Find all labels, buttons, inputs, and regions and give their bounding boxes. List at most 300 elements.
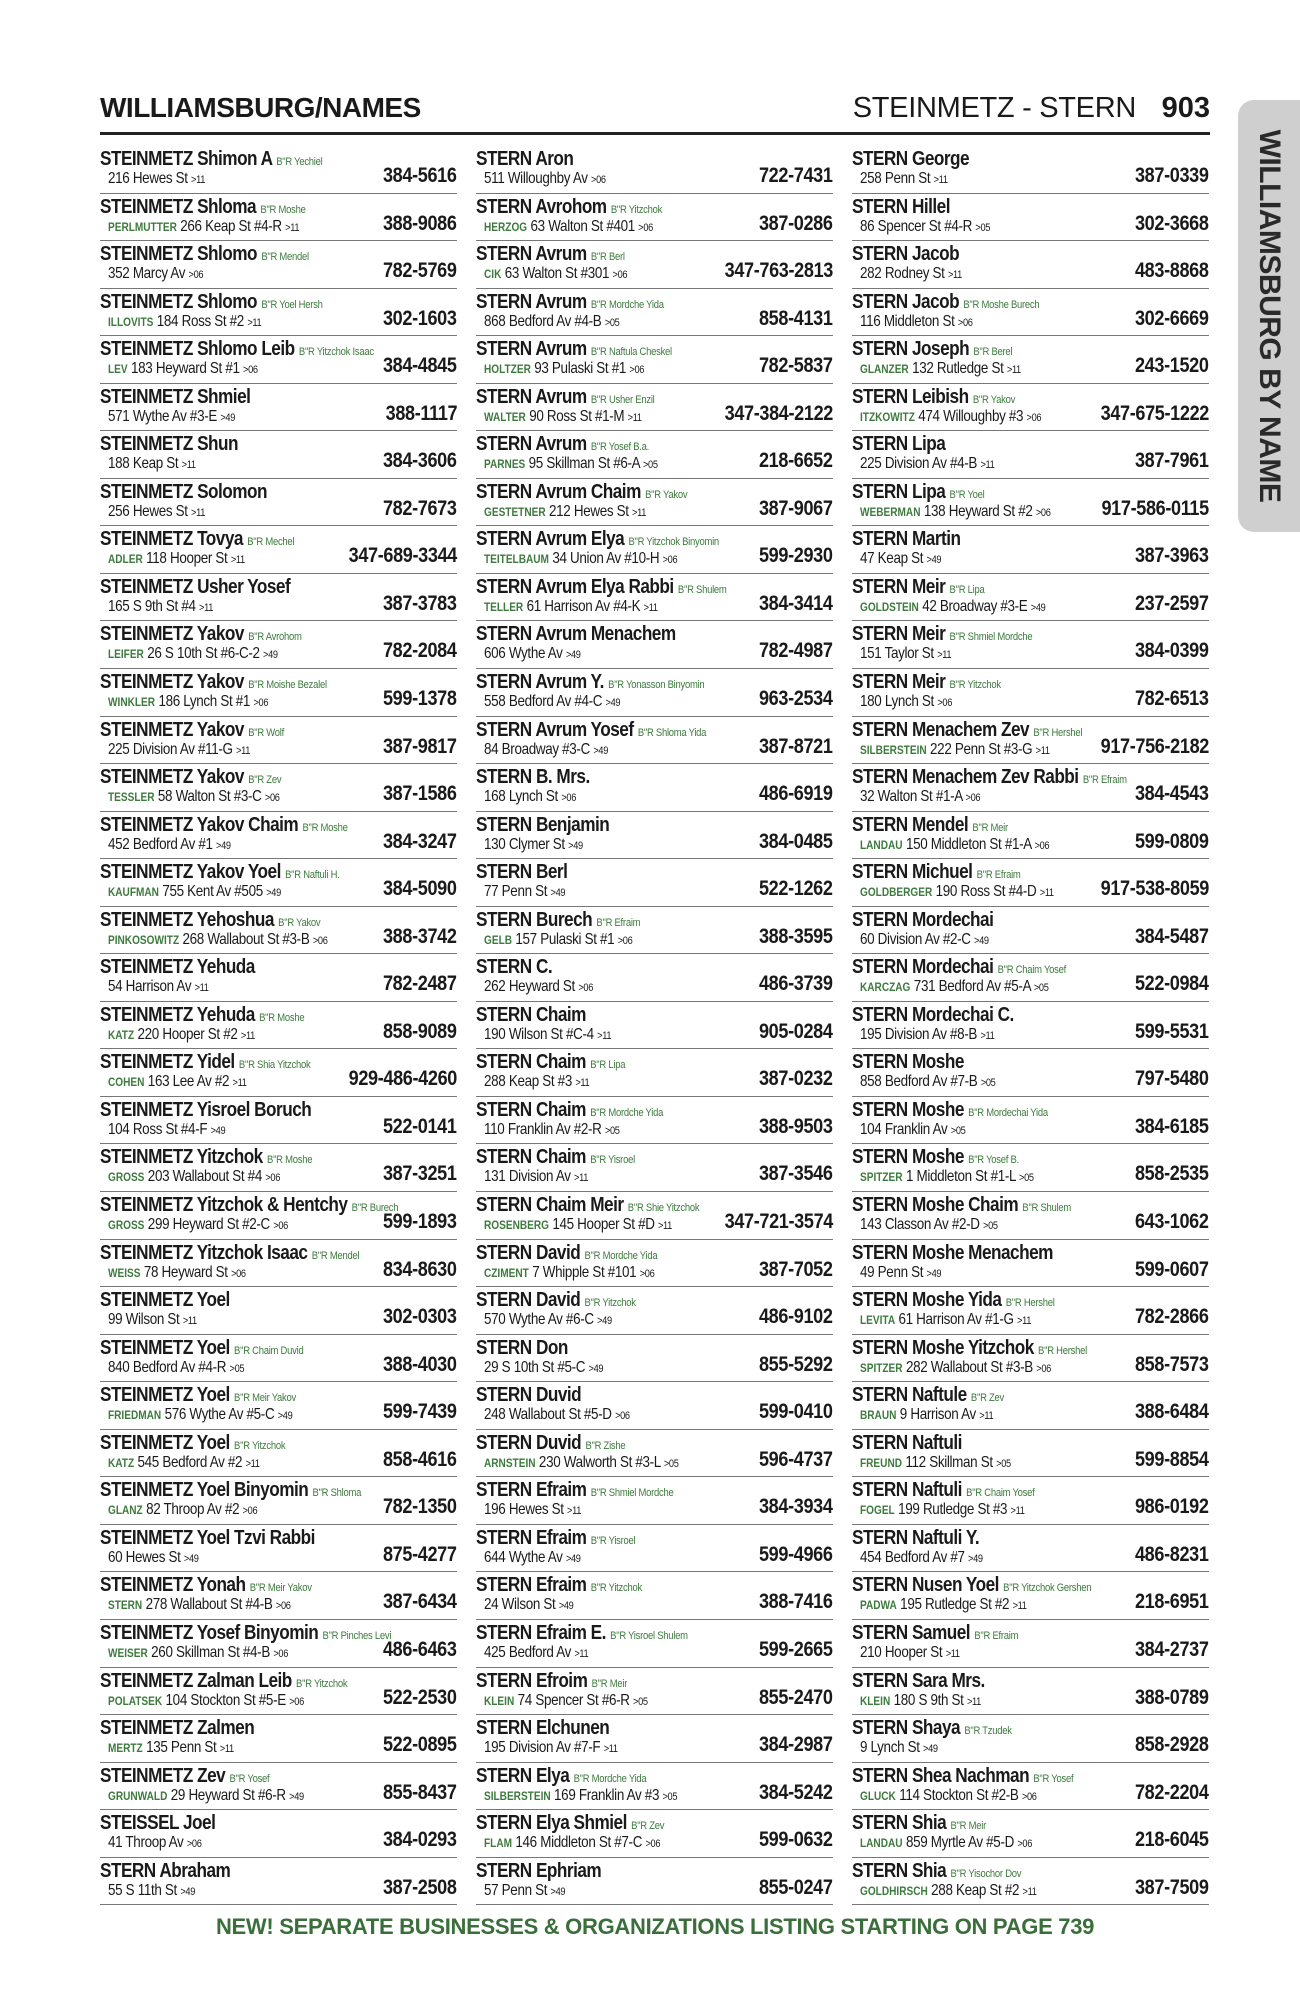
entry-name: STERN Avrum Elya (476, 528, 625, 551)
entry-phone: 302-1603 (383, 306, 457, 330)
entry-zip-code: >49 (220, 411, 236, 424)
entry-phone: 522-1262 (759, 877, 833, 901)
entry-phone: 384-0485 (759, 829, 833, 853)
entry-name: STEINMETZ Shlomo (100, 243, 258, 266)
entry-phone: 387-1586 (383, 782, 457, 806)
entry-address: 60 Division Av #2-C (860, 930, 971, 948)
entry-address: 138 Heyward St #2 (923, 502, 1033, 520)
entry-zip-code: >06 (1035, 506, 1051, 519)
entry-name: STERN Moshe Chaim (852, 1194, 1019, 1217)
entry-name-line (476, 1860, 601, 1882)
entry-father-name: B"R Shulem (1022, 1202, 1072, 1215)
entry-address-line (108, 883, 281, 902)
entry-zip-code: >06 (645, 1838, 661, 1851)
entry-zip-code: >11 (182, 1315, 197, 1328)
entry-name-line (476, 623, 676, 645)
entry-name: STERN Chaim (476, 1003, 586, 1026)
listing-entry (852, 1335, 1209, 1383)
entry-maiden-name: WEISER (108, 1645, 148, 1660)
entry-phone: 384-3934 (759, 1495, 833, 1519)
listing-entry (476, 1335, 833, 1383)
entry-phone: 388-9503 (759, 1114, 833, 1138)
entry-maiden-name: GLANZ (108, 1503, 143, 1518)
entry-father-name: B"R Lipa (590, 1059, 626, 1072)
entry-name: STERN Don (476, 1336, 568, 1359)
entry-zip-code: >11 (1006, 364, 1021, 377)
entry-father-name: B"R Yonasson Binyomin (608, 679, 705, 692)
entry-phone: 483-8868 (1135, 259, 1209, 283)
entry-maiden-name: TELLER (484, 599, 524, 614)
entry-maiden-name: MERTZ (108, 1741, 143, 1756)
listing-entry (852, 954, 1209, 1002)
entry-address-line (860, 1739, 938, 1758)
entry-address-line (860, 1596, 1027, 1615)
entry-zip-code: >11 (980, 459, 995, 472)
entry-address-line (484, 170, 606, 189)
entry-address-line (484, 503, 646, 522)
entry-maiden-name: WALTER (484, 409, 526, 424)
entry-address: 260 Skillman St #4-B (151, 1643, 270, 1661)
entry-address-line (860, 1454, 1011, 1473)
entry-name: STERN Naftuli (852, 1431, 962, 1454)
entry-address-line (108, 360, 258, 379)
entry-address: 868 Bedford Av #4-B (484, 312, 602, 330)
entry-zip-code: >49 (926, 1267, 942, 1280)
entry-address-line (484, 1216, 672, 1235)
entry-address: 545 Bedford Av #2 (137, 1453, 243, 1471)
entry-address-line (484, 313, 619, 332)
entry-father-name: B"R Yisroel Shulem (610, 1629, 688, 1642)
entry-address-line (860, 218, 990, 237)
entry-father-name: B"R Moshe (260, 203, 306, 216)
entry-zip-code: >11 (191, 174, 206, 186)
entry-address: 282 Wallabout St #3-B (905, 1358, 1033, 1376)
entry-address: 116 Middleton St (860, 312, 955, 330)
entry-father-name: B"R Yakov (278, 916, 321, 929)
entry-zip-code: >05 (663, 1457, 679, 1470)
listing-entry (476, 954, 833, 1002)
entry-address-line (484, 598, 658, 617)
listing-entry (476, 1858, 833, 1906)
entry-address: 93 Pulaski St #1 (534, 360, 627, 378)
entry-name: STERN Mordechai (852, 956, 994, 979)
entry-address: 258 Penn St (860, 170, 931, 187)
listing-column-1 (100, 146, 457, 1905)
entry-zip-code: >06 (186, 1838, 202, 1851)
entry-name: STERN Samuel (852, 1621, 971, 1644)
entry-address: 150 Middleton St #1-A (905, 835, 1032, 853)
entry-phone: 486-9102 (759, 1305, 833, 1329)
entry-father-name: B"R Mordche Yida (584, 1249, 658, 1262)
entry-maiden-name: SILBERSTEIN (484, 1788, 551, 1803)
entry-phone: 387-3251 (383, 1162, 457, 1186)
entry-zip-code: >06 (638, 221, 653, 234)
entry-address-line (108, 1359, 244, 1378)
entry-phone: 384-3247 (383, 829, 457, 853)
entry-maiden-name: FOGEL (860, 1503, 895, 1518)
entry-phone: 384-0293 (383, 1828, 457, 1852)
listing-entry (100, 241, 457, 289)
entry-address: 183 Heyward St #1 (131, 360, 240, 378)
entry-zip-code: >06 (629, 364, 645, 377)
entry-maiden-name: LANDAU (860, 837, 903, 852)
listing-entry (100, 1810, 457, 1858)
listing-entry (476, 146, 833, 194)
entry-zip-code: >05 (229, 1362, 245, 1375)
listing-entry (476, 1525, 833, 1573)
entry-address: 9 Harrison Av (899, 1406, 976, 1424)
entry-name: STERN Efroim (476, 1669, 588, 1692)
entry-zip-code: >49 (605, 697, 621, 710)
entry-address-line (484, 693, 620, 712)
entry-name-line (476, 956, 552, 978)
entry-zip-code: >06 (662, 554, 678, 567)
entry-address: 60 Hewes St (108, 1548, 181, 1566)
entry-phone: 834-8630 (383, 1257, 457, 1281)
entry-address-line (860, 1311, 1031, 1330)
entry-father-name: B"R Shmiel Mordche (590, 1487, 674, 1500)
entry-address: 7 Whipple St #101 (532, 1263, 637, 1281)
entry-address-line (860, 1549, 983, 1568)
entry-zip-code: >11 (933, 174, 948, 186)
entry-address-line (108, 170, 205, 189)
entry-name: STEINMETZ Shun (100, 433, 239, 456)
page-number: 903 (1161, 92, 1210, 124)
listing-entry (852, 1810, 1209, 1858)
entry-address: 190 Wilson St #C-4 (484, 1025, 594, 1043)
entry-address: 74 Spencer St #6-R (517, 1691, 630, 1709)
entry-father-name: B"R Burech (351, 1202, 399, 1215)
entry-address-line (484, 978, 593, 997)
entry-address: 132 Rutledge St (912, 360, 1004, 378)
entry-address-line (860, 1787, 1037, 1806)
entry-address: 558 Bedford Av #4-C (484, 693, 603, 711)
entry-maiden-name: SPITZER (860, 1360, 903, 1375)
entry-phone: 387-0339 (1135, 164, 1209, 187)
entry-name: STERN Abraham (100, 1859, 231, 1882)
entry-zip-code: >11 (245, 1457, 260, 1470)
entry-name: STERN Mendel (852, 813, 969, 836)
entry-address: 222 Penn St #3-G (930, 740, 1033, 758)
entry-phone: 522-2530 (383, 1685, 457, 1709)
entry-zip-code: >06 (264, 792, 280, 805)
entry-address-line (108, 1596, 291, 1615)
entry-name: STEINMETZ Shimon A (100, 148, 272, 170)
entry-phone: 782-2084 (383, 639, 457, 663)
entry-father-name: B"R Meir Yakov (249, 1582, 312, 1595)
entry-name: STERN Chaim Meir (476, 1194, 624, 1217)
entry-name: STEINMETZ Yoel (100, 1289, 230, 1312)
entry-address: 731 Bedford Av #5-A (913, 978, 1031, 996)
entry-father-name: B"R Meir Yakov (234, 1392, 296, 1405)
entry-address: 47 Keap St (860, 550, 924, 568)
entry-name: STERN Berl (476, 861, 568, 884)
listing-entry (100, 717, 457, 765)
listing-entry (100, 1620, 457, 1668)
entry-father-name: B"R Moshe (267, 1154, 313, 1167)
entry-name: STEINMETZ Yehuda (100, 956, 255, 979)
entry-name-line (100, 1527, 315, 1549)
listing-entry (476, 1477, 833, 1525)
entry-phone: 388-6484 (1135, 1400, 1209, 1424)
entry-address: 49 Penn St (860, 1263, 924, 1281)
entry-name: STERN Benjamin (476, 813, 610, 836)
entry-father-name: B"R Yitzchok (610, 203, 663, 216)
listing-entry (852, 384, 1209, 432)
entry-phone: 917-586-0115 (1101, 496, 1209, 520)
entry-name: STERN Avrum Elya Rabbi (476, 575, 674, 598)
entry-address-line (108, 1073, 247, 1092)
entry-phone: 986-0192 (1135, 1495, 1209, 1519)
entry-address-line (484, 455, 658, 474)
listing-entry (852, 907, 1209, 955)
entry-maiden-name: GLUCK (860, 1788, 896, 1803)
listing-entry (852, 289, 1209, 337)
entry-phone: 917-756-2182 (1100, 734, 1209, 758)
entry-name: STEINMETZ Yoel (100, 1384, 230, 1407)
entry-phone: 218-6045 (1135, 1828, 1209, 1852)
entry-phone: 599-7439 (383, 1400, 457, 1424)
entry-address-line (484, 788, 576, 807)
listing-entry (852, 1240, 1209, 1288)
entry-phone: 858-9089 (383, 1019, 457, 1043)
entry-phone: 384-2737 (1135, 1637, 1209, 1661)
entry-name: STERN Hillel (852, 195, 950, 218)
entry-address: 63 Walton St #401 (530, 217, 635, 235)
entry-maiden-name: KATZ (108, 1027, 135, 1042)
entry-name-line (100, 1812, 215, 1834)
entry-address: 42 Broadway #3-E (922, 597, 1028, 615)
entry-address-line (108, 693, 268, 712)
entry-name: STERN Chaim (476, 1146, 586, 1169)
entry-address: 78 Heyward St (143, 1263, 228, 1281)
entry-father-name: B"R Shmiel Mordche (949, 631, 1033, 644)
entry-phone: 486-6919 (759, 782, 833, 806)
entry-address: 41 Throop Av (108, 1834, 184, 1852)
listing-entry (100, 1715, 457, 1763)
entry-address: 61 Harrison Av #1-G (898, 1311, 1014, 1329)
listing-entry (100, 669, 457, 717)
entry-zip-code: >06 (612, 269, 628, 282)
listing-entry (476, 1049, 833, 1097)
listing-entry (476, 336, 833, 384)
entry-name: STERN Naftule (852, 1384, 967, 1407)
entry-zip-code: >06 (615, 1410, 630, 1423)
entry-address-line (484, 408, 642, 427)
entry-zip-code: >11 (632, 506, 647, 519)
entry-father-name: B"R Wolf (248, 726, 285, 739)
entry-address: 95 Skillman St #6-A (528, 455, 640, 473)
entry-zip-code: >06 (231, 1267, 246, 1280)
entry-address-line (108, 1311, 197, 1330)
entry-address: 32 Walton St #1-A (860, 788, 963, 806)
listing-entry (100, 526, 457, 574)
entry-address-line (860, 1644, 960, 1663)
entry-name: STEINMETZ Yoel Tzvi Rabbi (100, 1526, 315, 1549)
entry-phone: 388-4030 (383, 1352, 457, 1376)
footer-notice: NEW! SEPARATE BUSINESSES & ORGANIZATIONS LISTING STARTING ON PAGE 739 (215, 1914, 1095, 1939)
entry-address-line (484, 1073, 589, 1092)
entry-address-line (484, 883, 565, 902)
entry-father-name: B"R Naftula Cheskel (590, 346, 672, 359)
entry-zip-code: >06 (578, 982, 594, 995)
listing-entry (100, 1240, 457, 1288)
entry-phone: 387-3783 (383, 591, 457, 615)
listing-entry (476, 669, 833, 717)
entry-address: 63 Walton St #301 (504, 265, 610, 283)
listing-entry (100, 907, 457, 955)
entry-father-name: B"R Meir (972, 821, 1008, 834)
listing-entry (476, 241, 833, 289)
entry-phone: 237-2597 (1135, 591, 1209, 615)
entry-address: 186 Lynch St #1 (158, 693, 251, 711)
entry-phone: 782-2204 (1135, 1780, 1209, 1804)
entry-name: STERN Chaim (476, 1098, 586, 1121)
listing-entry (852, 621, 1209, 669)
listing-entry (100, 1192, 457, 1240)
entry-address: 858 Bedford Av #7-B (860, 1073, 978, 1091)
entry-maiden-name: ARNSTEIN (484, 1455, 536, 1470)
entry-address: 86 Spencer St #4-R (860, 217, 972, 235)
entry-address-line (860, 978, 1049, 997)
entry-address-line (484, 931, 632, 950)
entry-address-line (860, 1882, 1037, 1901)
listing-entry (476, 764, 833, 812)
entry-name: STERN Moshe (852, 1051, 964, 1074)
entry-name: STERN Menachem Zev (852, 718, 1030, 741)
listing-entry (100, 1144, 457, 1192)
entry-name: STERN Moshe Menachem (852, 1241, 1053, 1264)
entry-name: STERN Lipa (852, 480, 946, 503)
entry-name: STEINMETZ Yehoshua (100, 908, 274, 931)
entry-father-name: B"R Yosef B. (968, 1154, 1019, 1167)
entry-father-name: B"R Yakov (645, 488, 688, 501)
entry-address: 352 Marcy Av (108, 265, 186, 283)
entry-address: 452 Bedford Av #1 (108, 835, 213, 853)
entry-address-line (860, 1026, 994, 1045)
entry-father-name: B"R Yechiel (276, 156, 323, 168)
entry-zip-code: >06 (188, 269, 204, 282)
entry-zip-code: >06 (243, 364, 258, 377)
entry-zip-code: >49 (926, 554, 942, 567)
listing-entry (100, 1477, 457, 1525)
entry-name: STERN Meir (852, 623, 946, 646)
entry-name: STERN Jacob (852, 243, 960, 266)
listing-entry (852, 1858, 1209, 1906)
entry-name: STEINMETZ Yakov (100, 766, 244, 789)
entry-name: STERN Shia (852, 1812, 947, 1835)
entry-name-line (852, 196, 950, 218)
entry-zip-code: >49 (568, 839, 583, 852)
listing-entry (476, 1810, 833, 1858)
entry-maiden-name: PADWA (860, 1598, 897, 1613)
entry-zip-code: >05 (662, 1790, 678, 1803)
entry-zip-code: >49 (593, 744, 609, 757)
entry-address: 184 Ross St #2 (156, 312, 244, 330)
listing-entry (476, 1382, 833, 1430)
entry-zip-code: >05 (604, 1124, 620, 1137)
entry-name: STEISSEL Joel (100, 1812, 216, 1835)
entry-address-line (860, 1216, 998, 1235)
entry-maiden-name: HERZOG (484, 219, 528, 234)
listing-entry (852, 479, 1209, 527)
listing-entry (852, 764, 1209, 812)
entry-zip-code: >11 (1010, 1505, 1025, 1518)
entry-name: STEINMETZ Yakov Chaim (100, 813, 299, 836)
listing-entry (100, 479, 457, 527)
entry-father-name: B"R Mendel (261, 251, 309, 264)
entry-address-line (484, 1168, 588, 1187)
entry-phone: 387-7052 (759, 1257, 833, 1281)
entry-address: 34 Union Av #10-H (552, 550, 660, 568)
entry-name: STERN Elya (476, 1764, 570, 1787)
entry-phone: 905-0284 (759, 1019, 833, 1043)
entry-maiden-name: LEVITA (860, 1313, 896, 1328)
entry-zip-code: >11 (199, 601, 214, 614)
entry-address: 82 Throop Av #2 (146, 1501, 240, 1519)
entry-address-line (108, 1216, 288, 1235)
entry-father-name: B"R Yisroel (590, 1534, 636, 1547)
entry-address-line (108, 503, 205, 522)
entry-phone: 384-5090 (383, 877, 457, 901)
entry-zip-code: >06 (273, 1647, 289, 1660)
entry-zip-code: >11 (1017, 1315, 1032, 1328)
entry-zip-code: >49 (263, 649, 278, 662)
entry-name: STERN Martin (852, 528, 961, 551)
entry-address: 195 Division Av #7-F (484, 1739, 601, 1757)
entry-address-line (484, 1739, 618, 1758)
entry-address-line (484, 360, 644, 379)
entry-address-line (108, 645, 278, 664)
entry-address: 188 Keap St (108, 455, 179, 473)
entry-zip-code: >11 (240, 1029, 255, 1042)
listing-entry (852, 526, 1209, 574)
entry-name-line (852, 433, 945, 455)
entry-address: 114 Stockton St #2-B (899, 1786, 1019, 1804)
entry-address-line (860, 313, 973, 332)
entry-address-line (108, 218, 299, 237)
entry-name-line (852, 528, 960, 550)
entry-address-line (484, 1264, 654, 1283)
entry-address: 130 Clymer St (484, 835, 565, 853)
entry-address-line (860, 1692, 981, 1711)
entry-address: 104 Franklin Av (860, 1120, 948, 1138)
entry-zip-code: >11 (219, 1743, 234, 1756)
entry-name: STEINMETZ Yitzchok & Hentchy (100, 1194, 348, 1217)
listing-entry (852, 717, 1209, 765)
entry-address-line (108, 1787, 304, 1806)
entry-name-line (476, 148, 573, 170)
entry-address-line (108, 788, 280, 807)
listing-entry (100, 431, 457, 479)
listing-entry (476, 907, 833, 955)
entry-zip-code: >49 (558, 1600, 574, 1613)
entry-zip-code: >06 (242, 1505, 258, 1518)
entry-zip-code: >11 (657, 1220, 672, 1233)
entry-name: STERN Avrum (476, 338, 587, 361)
entry-zip-code: >11 (1039, 887, 1054, 900)
entry-address-line (108, 598, 213, 617)
entry-zip-code: >05 (1019, 1172, 1034, 1185)
entry-address: 288 Keap St #3 (484, 1073, 572, 1091)
entry-phone: 858-7573 (1135, 1352, 1209, 1376)
entry-address-line (108, 1834, 202, 1853)
entry-zip-code: >05 (642, 459, 658, 472)
listing-entry (476, 1430, 833, 1478)
entry-address: 606 Wythe Av (484, 645, 563, 663)
listing-column-2 (476, 146, 833, 1905)
entry-phone: 347-721-3574 (724, 1210, 833, 1234)
